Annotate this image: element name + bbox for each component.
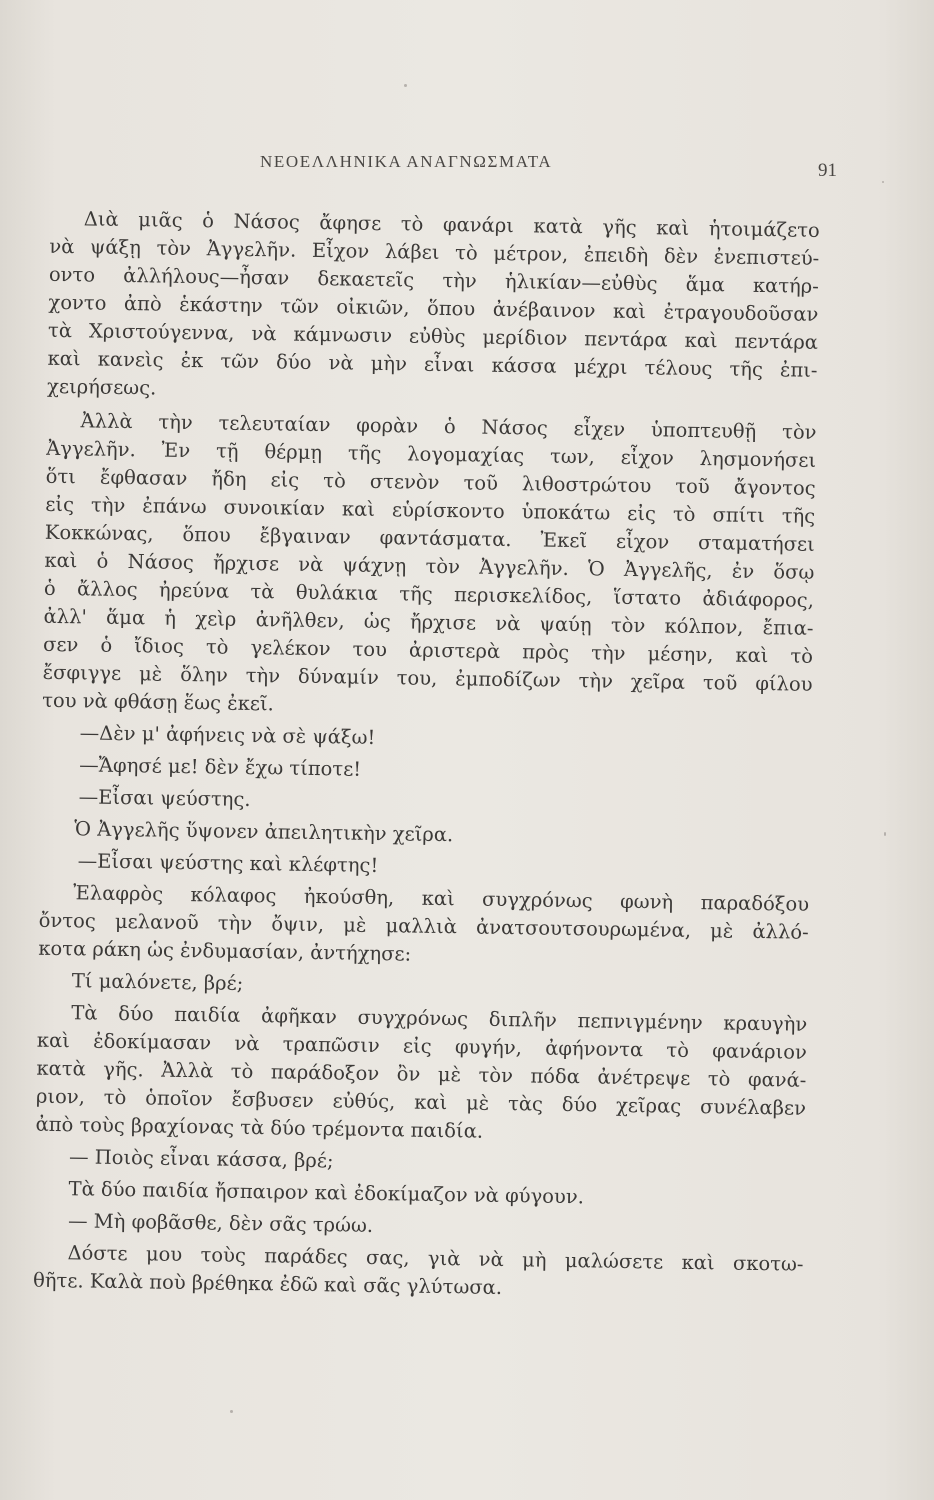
text-line: σεν ὁ ἴδιος τὸ γελέκον του ἀριστερὰ πρὸς τὴν μέσην, καὶ τὸ: [42, 632, 814, 668]
paper-speck: [884, 832, 886, 836]
dialogue-line: Τί μαλόνετε, βρέ;: [71, 969, 244, 995]
text-line: τὰ Χριστούγεννα, νὰ κάμνωσιν εὐθὺς μερίδιον πεντάρα καὶ πεντάρα: [47, 318, 819, 354]
dialogue-line: — Ποιὸς εἶναι κάσσα, βρέ;: [68, 1145, 334, 1173]
text-line: Δόστε μου τοὺς παράδες σας, γιὰ νὰ μὴ μαλώσετε καὶ σκοτω-: [67, 1241, 804, 1276]
text-line: ἀπὸ τοὺς βραχίονας τὰ δύο τρέμοντα παιδία.: [35, 1112, 484, 1143]
text-line: ὄντος μελανοῦ τὴν ὄψιν, μὲ μαλλιὰ ἀνατσουτσουρωμένα, μὲ ἀλλό-: [38, 908, 809, 944]
text-line: θῆτε. Καλὰ ποὺ βρέθηκα ἐδῶ καὶ σᾶς γλύτωσα.: [32, 1268, 503, 1300]
text-line: Τὰ δύο παιδία ἀφῆκαν συγχρόνως διπλῆν πεπνιγμένην κραυγὴν: [71, 1001, 808, 1036]
text-line: ὅτι ἔφθασαν ἤδη εἰς τὸ στενὸν τοῦ λιθοστρώτου τοῦ ἄγοντος: [45, 464, 816, 500]
text-line: κατὰ γῆς. Ἀλλὰ τὸ παράδοξον ὂν μὲ τὸν πόδα ἀνέτρεψε τὸ φανά-: [36, 1056, 807, 1092]
paper-speck: [404, 84, 407, 87]
text-line: καὶ κανεὶς ἐκ τῶν δύο νὰ μὴν εἶναι κάσσα μέχρι τέλους τῆς ἐπι-: [47, 346, 818, 382]
text-line: ὁ ἄλλος ἠρεύνα τὰ θυλάκια τῆς περισκελίδος, ἵστατο ἀδιάφορος,: [43, 576, 815, 612]
dialogue-line: —Εἶσαι ψεύστης.: [78, 785, 251, 812]
text-line: εἰς τὴν ἐπάνω συνοικίαν καὶ εὑρίσκοντο ὑποκάτω εἰς τὸ σπίτι τῆς: [45, 492, 816, 528]
text-line: ἔσφιγγε μὲ ὅλην τὴν δύναμίν του, ἐμποδίζων τὴν χεῖρα τοῦ φίλου: [42, 660, 813, 696]
text-line: Διὰ μιᾶς ὁ Νάσος ἄφησε τὸ φανάρι κατὰ γῆς καὶ ἡτοιμάζετο: [83, 207, 820, 242]
dialogue-line: — Μὴ φοβᾶσθε, δὲν σᾶς τρώω.: [67, 1209, 374, 1237]
text-line: Ἐλαφρὸς κόλαφος ἠκούσθη, καὶ συγχρόνως φωνὴ παραδόξου: [73, 881, 810, 916]
running-head: ΝΕΟΕΛΛΗΝΙΚΑ ΑΝΑΓΝΩΣΜΑΤΑ: [260, 152, 553, 171]
text-line: καὶ ἐδοκίμασαν νὰ τραπῶσιν εἰς φυγήν, ἀφήνοντα τὸ φανάριον: [36, 1028, 807, 1064]
dialogue-line: —Εἶσαι ψεύστης καὶ κλέφτης!: [77, 849, 379, 878]
text-line: οντο ἀλλήλους—ἦσαν δεκαετεῖς τὴν ἡλικίαν—εὐθὺς ἅμα κατήρ-: [48, 262, 820, 298]
text-line: Ἀλλὰ τὴν τελευταίαν φορὰν ὁ Νάσος εἶχεν ὑποπτευθῇ τὸν: [80, 409, 817, 444]
dialogue-line: —Ἄφησέ με! δὲν ἔχω τίποτε!: [79, 753, 362, 781]
paper-speck: [882, 181, 884, 183]
text-line: χοντο ἀπὸ ἑκάστην τῶν οἰκιῶν, ὅπου ἀνέβαινον καὶ ἐτραγουδοῦσαν: [48, 290, 819, 326]
text-line: χειρήσεως.: [46, 374, 157, 400]
paper-speck: [230, 1410, 233, 1413]
text-line: ριον, τὸ ὁποῖον ἔσβυσεν εὐθύς, καὶ μὲ τὰς δύο χεῖρας συνέλαβεν: [35, 1084, 807, 1120]
text-line: Ἀγγελῆν. Ἐν τῇ θέρμῃ τῆς λογομαχίας των, εἶχον λησμονήσει: [46, 436, 817, 472]
text-line: καὶ ὁ Νάσος ἤρχισε νὰ ψάχνῃ τὸν Ἀγγελῆν. Ὁ Ἀγγελῆς, ἐν ὅσῳ: [44, 548, 815, 584]
text-line: ἀλλ' ἅμα ἡ χεὶρ ἀνῆλθεν, ὡς ἤρχισε νὰ ψαύῃ τὸν κόλπον, ἔπια-: [43, 604, 814, 640]
page-number: 91: [818, 160, 837, 181]
text-line: Τὰ δύο παιδία ἤσπαιρον καὶ ἐδοκίμαζον νὰ φύγουν.: [68, 1177, 585, 1209]
body-text: [0, 205, 934, 1300]
text-line: του νὰ φθάσῃ ἕως ἐκεῖ.: [42, 688, 275, 716]
text-line: νὰ ψάξῃ τὸν Ἀγγελῆν. Εἶχον λάβει τὸ μέτρον, ἐπειδὴ δὲν ἐνεπιστεύ-: [49, 234, 820, 270]
text-line: κοτα ράκη ὡς ἐνδυμασίαν, ἀντήχησε:: [38, 936, 412, 966]
text-line: Ὁ Ἀγγελῆς ὕψονεν ἀπειλητικὴν χεῖρα.: [74, 817, 454, 847]
dialogue-line: —Δὲν μ' ἀφήνεις νὰ σὲ ψάξω!: [79, 721, 376, 749]
text-line: Κοκκώνας, ὅπου ἔβγαιναν φαντάσματα. Ἐκεῖ εἶχον σταματήσει: [44, 520, 815, 556]
